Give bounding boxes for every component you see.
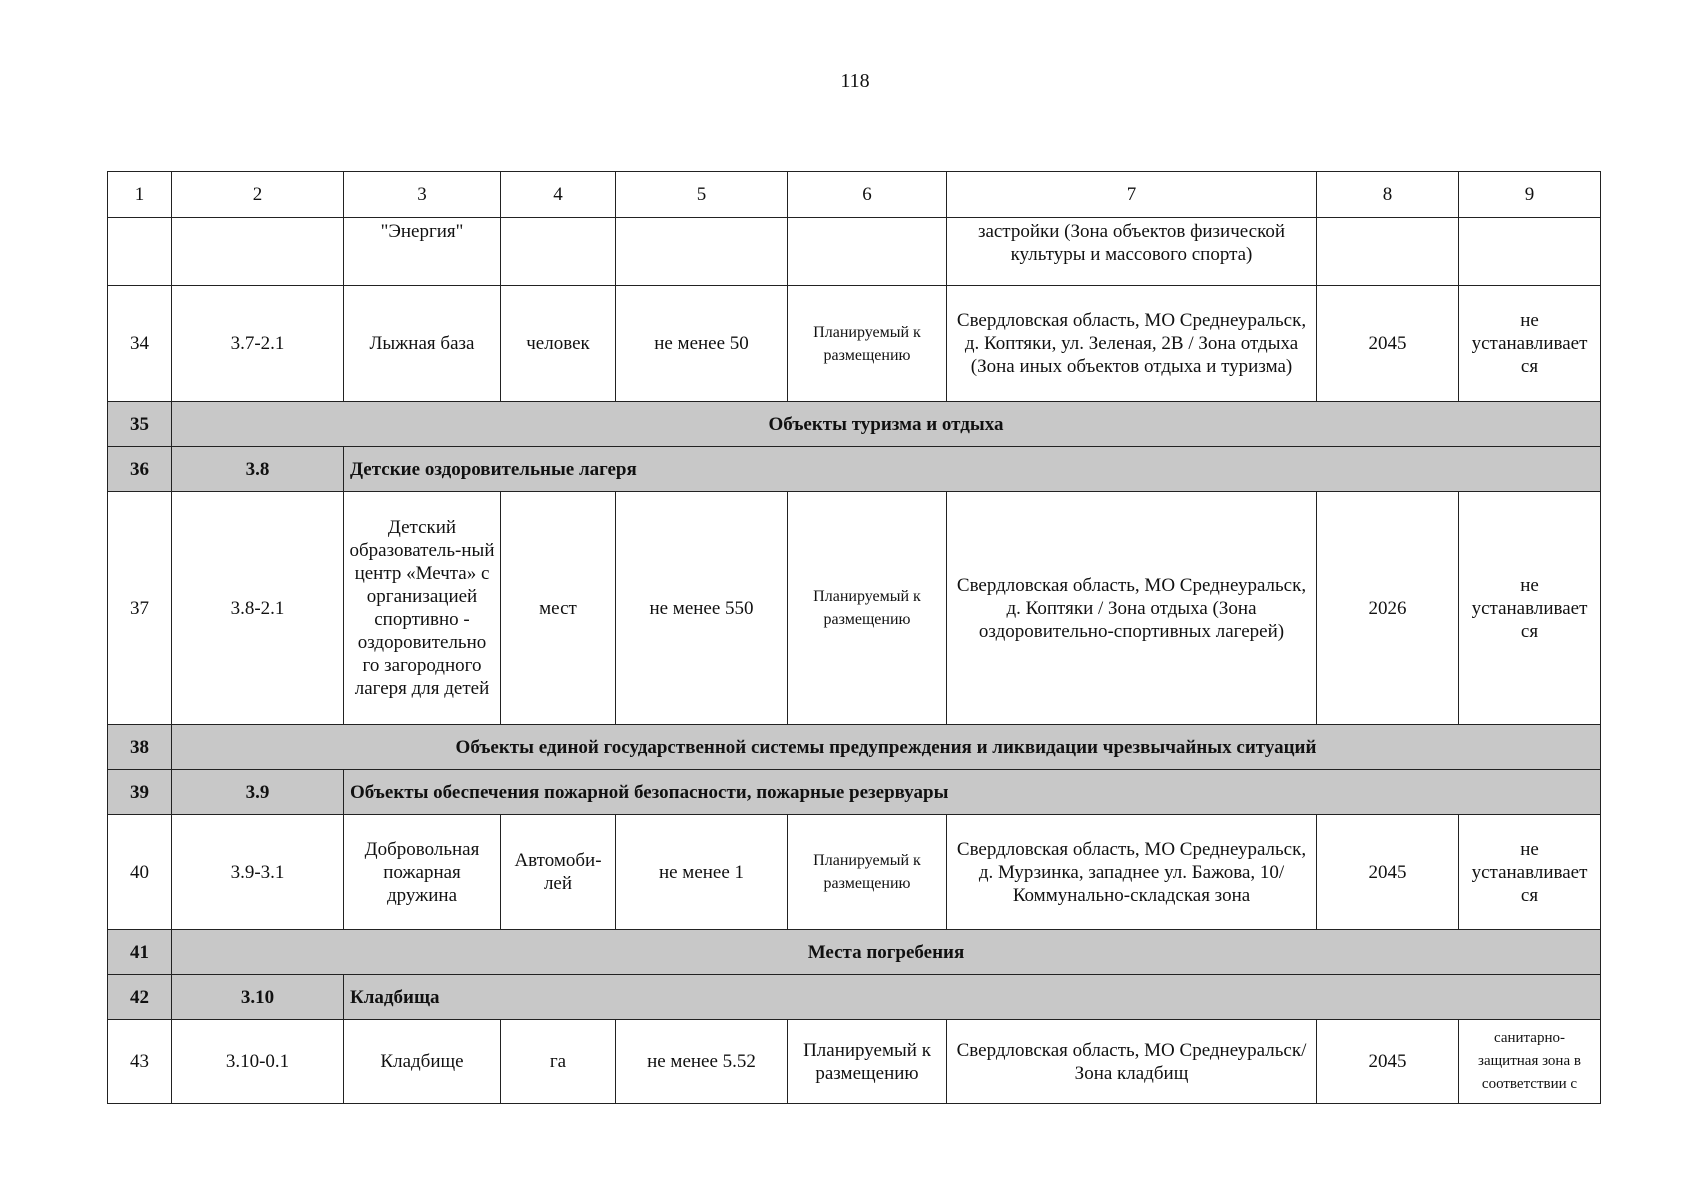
cell-name: "Энергия": [344, 218, 501, 286]
subsection-title: Кладбища: [344, 975, 1601, 1020]
table-row: [108, 492, 1601, 725]
subsection-row: [108, 770, 1601, 815]
cell-num: 40: [108, 815, 172, 930]
cell-unit: мест: [501, 492, 616, 725]
cell-num: 41: [108, 930, 172, 975]
cell-year: [1317, 218, 1459, 286]
cell-year: 2045: [1317, 286, 1459, 402]
section-title: Объекты туризма и отдыха: [172, 402, 1601, 447]
table-row: [108, 815, 1601, 930]
subsection-row: [108, 975, 1601, 1020]
header-cell: 2: [172, 172, 344, 218]
cell-value: не менее 50: [616, 286, 788, 402]
header-cell: 7: [947, 172, 1317, 218]
cell-num: [108, 218, 172, 286]
cell-zone: не устанавливает ся: [1459, 492, 1601, 725]
cell-value: не менее 550: [616, 492, 788, 725]
table-row: [108, 286, 1601, 402]
cell-zone: санитарно-защитная зона в соответствии с: [1459, 1020, 1601, 1104]
cell-value: не менее 5.52: [616, 1020, 788, 1104]
cell-num: 38: [108, 725, 172, 770]
cell-unit: [501, 218, 616, 286]
cell-value: не менее 1: [616, 815, 788, 930]
cell-num: 39: [108, 770, 172, 815]
cell-code: 3.10-0.1: [172, 1020, 344, 1104]
cell-name: Лыжная база: [344, 286, 501, 402]
header-cell: 9: [1459, 172, 1601, 218]
cell-name: Детский образователь-ный центр «Мечта» с организацией спортивно - оздоровительно го загородного лагеря для детей: [344, 492, 501, 725]
cell-num: 35: [108, 402, 172, 447]
table-row: [108, 1020, 1601, 1104]
cell-year: 2045: [1317, 815, 1459, 930]
cell-unit: га: [501, 1020, 616, 1104]
cell-code: 3.8: [172, 447, 344, 492]
section-title: Места погребения: [172, 930, 1601, 975]
cell-year: 2026: [1317, 492, 1459, 725]
cell-code: [172, 218, 344, 286]
cell-status: Планируемый к размещению: [788, 286, 947, 402]
section-row: [108, 725, 1601, 770]
cell-value: [616, 218, 788, 286]
cell-unit: Автомоби-лей: [501, 815, 616, 930]
subsection-title: Детские оздоровительные лагеря: [344, 447, 1601, 492]
cell-location: Свердловская область, МО Среднеуральск/ Зона кладбищ: [947, 1020, 1317, 1104]
section-title: Объекты единой государственной системы предупреждения и ликвидации чрезвычайных ситуаций: [172, 725, 1601, 770]
cell-status: Планируемый к размещению: [788, 492, 947, 725]
cell-num: 37: [108, 492, 172, 725]
cell-status: Планируемый к размещению: [788, 1020, 947, 1104]
header-cell: 8: [1317, 172, 1459, 218]
cell-num: 43: [108, 1020, 172, 1104]
cell-code: 3.9-3.1: [172, 815, 344, 930]
header-cell: 5: [616, 172, 788, 218]
subsection-title: Объекты обеспечения пожарной безопасности, пожарные резервуары: [344, 770, 1601, 815]
cell-zone: не устанавливает ся: [1459, 286, 1601, 402]
cell-location: Свердловская область, МО Среднеуральск, д. Коптяки, ул. Зеленая, 2В / Зона отдыха (Зона иных объектов отдыха и туризма): [947, 286, 1317, 402]
table-row: [108, 218, 1601, 286]
cell-num: 34: [108, 286, 172, 402]
cell-zone: [1459, 218, 1601, 286]
cell-name: Кладбище: [344, 1020, 501, 1104]
header-cell: 6: [788, 172, 947, 218]
header-cell: 4: [501, 172, 616, 218]
cell-status: Планируемый к размещению: [788, 815, 947, 930]
cell-num: 42: [108, 975, 172, 1020]
header-row: [108, 172, 1601, 218]
cell-num: 36: [108, 447, 172, 492]
header-cell: 3: [344, 172, 501, 218]
cell-location: застройки (Зона объектов физической культуры и массового спорта): [947, 218, 1317, 286]
cell-zone: не устанавливает ся: [1459, 815, 1601, 930]
cell-code: 3.8-2.1: [172, 492, 344, 725]
cell-year: 2045: [1317, 1020, 1459, 1104]
cell-code: 3.9: [172, 770, 344, 815]
cell-code: 3.10: [172, 975, 344, 1020]
subsection-row: [108, 447, 1601, 492]
objects-table: [107, 171, 1601, 1104]
cell-location: Свердловская область, МО Среднеуральск, д. Коптяки / Зона отдыха (Зона оздоровительно-спортивных лагерей): [947, 492, 1317, 725]
cell-unit: человек: [501, 286, 616, 402]
header-cell: 1: [108, 172, 172, 218]
cell-location: Свердловская область, МО Среднеуральск, д. Мурзинка, западнее ул. Бажова, 10/ Коммунально-складская зона: [947, 815, 1317, 930]
cell-code: 3.7-2.1: [172, 286, 344, 402]
cell-name: Добровольная пожарная дружина: [344, 815, 501, 930]
section-row: [108, 930, 1601, 975]
page-number: 118: [840, 70, 870, 92]
cell-status: [788, 218, 947, 286]
section-row: [108, 402, 1601, 447]
